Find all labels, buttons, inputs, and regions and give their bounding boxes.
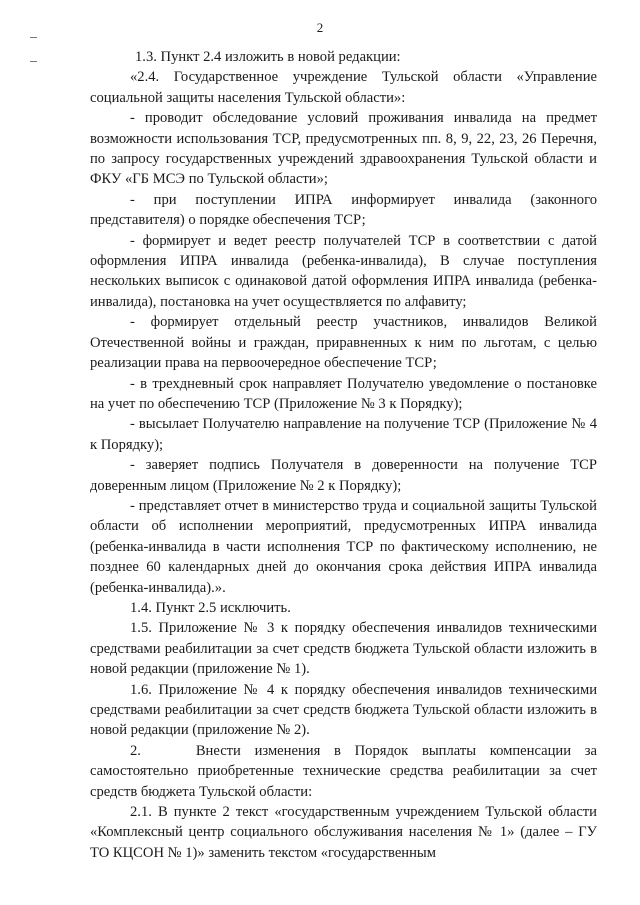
list-item: - при поступлении ИПРА информирует инвалида (законного представителя) о порядке обеспечения ТСР; bbox=[90, 191, 597, 229]
list-item: - формирует отдельный реестр участников, инвалидов Великой Отечественной войны и граждан, приравненных к ним по льготам, с целью реализации права на первоочередное обеспечение ТСР; bbox=[90, 314, 597, 372]
page-number: 2 bbox=[316, 20, 324, 35]
paragraph-2-4-heading: «2.4. Государственное учреждение Тульской области «Управление социальной защиты населения Тульской области»: bbox=[90, 69, 597, 106]
paragraph-1-4: 1.4. Пункт 2.5 исключить. bbox=[130, 599, 291, 616]
list-item: - заверяет подпись Получателя в доверенности на получение ТСР доверенным лицом (Приложение № 2 к Порядку); bbox=[90, 457, 597, 494]
list-item: - проводит обследование условий проживания инвалида на предмет возможности использования ТСР, предусмотренных пп. 8, 9, 22, 23, 26 Перечня, по запросу государственных учреждений здравоохранения Тульской области и ФКУ «ГБ МСЭ по Тульской области»; bbox=[90, 110, 597, 188]
document-body bbox=[90, 47, 601, 863]
paragraph-1-6: 1.6. Приложение № 4 к порядку обеспечения инвалидов техническими средствами реабилитации за счет средств бюджета Тульской области изложить в новой редакции (приложение № 2). bbox=[90, 681, 597, 739]
list-item: - формирует и ведет реестр получателей ТСР в соответствии с датой оформления ИПРА инвалида (ребенка-инвалида), В случае поступления нескольких выписок с одинаковой датой оформления ИПРА инвалида (ребенка-инвалида), постановка на учет осуществляется по алфавиту; bbox=[90, 232, 597, 310]
paragraph-1-5: 1.5. Приложение № 3 к порядку обеспечения инвалидов техническими средствами реабилитации за счет средств бюджета Тульской области изложить в новой редакции (приложение № 1). bbox=[90, 620, 597, 678]
list-item: - представляет отчет в министерство труда и социальной защиты Тульской области об исполнении мероприятий, предусмотренных ИПРА инвалида (ребенка-инвалида в части исполнения ТСР по фактическому исполнению, не позднее 60 календарных дней до окончания срока действия ИПРА инвалида (ребенка-инвалида).». bbox=[90, 497, 597, 596]
list-item: - высылает Получателю направление на получение ТСР (Приложение № 4 к Порядку); bbox=[90, 416, 597, 453]
paragraph-1-3: 1.3. Пункт 2.4 изложить в новой редакции: bbox=[135, 49, 401, 65]
list-item: - в трехдневный срок направляет Получателю уведомление о постановке на учет по обеспечению ТСР (Приложение № 3 к Порядку); bbox=[90, 375, 597, 412]
margin-mark bbox=[30, 37, 37, 38]
paragraph-2-1: 2.1. В пункте 2 текст «государственным учреждением Тульской области «Комплексный центр социального обслуживания населения № 1» (далее – ГУ ТО КЦСОН № 1)» заменить текстом «государственным bbox=[90, 804, 597, 861]
paragraph-2: 2. Внести изменения в Порядок выплаты компенсации за самостоятельно приобретенные технические средства реабилитации за счет средств бюджета Тульской области: bbox=[90, 742, 601, 800]
margin-mark bbox=[30, 61, 37, 62]
